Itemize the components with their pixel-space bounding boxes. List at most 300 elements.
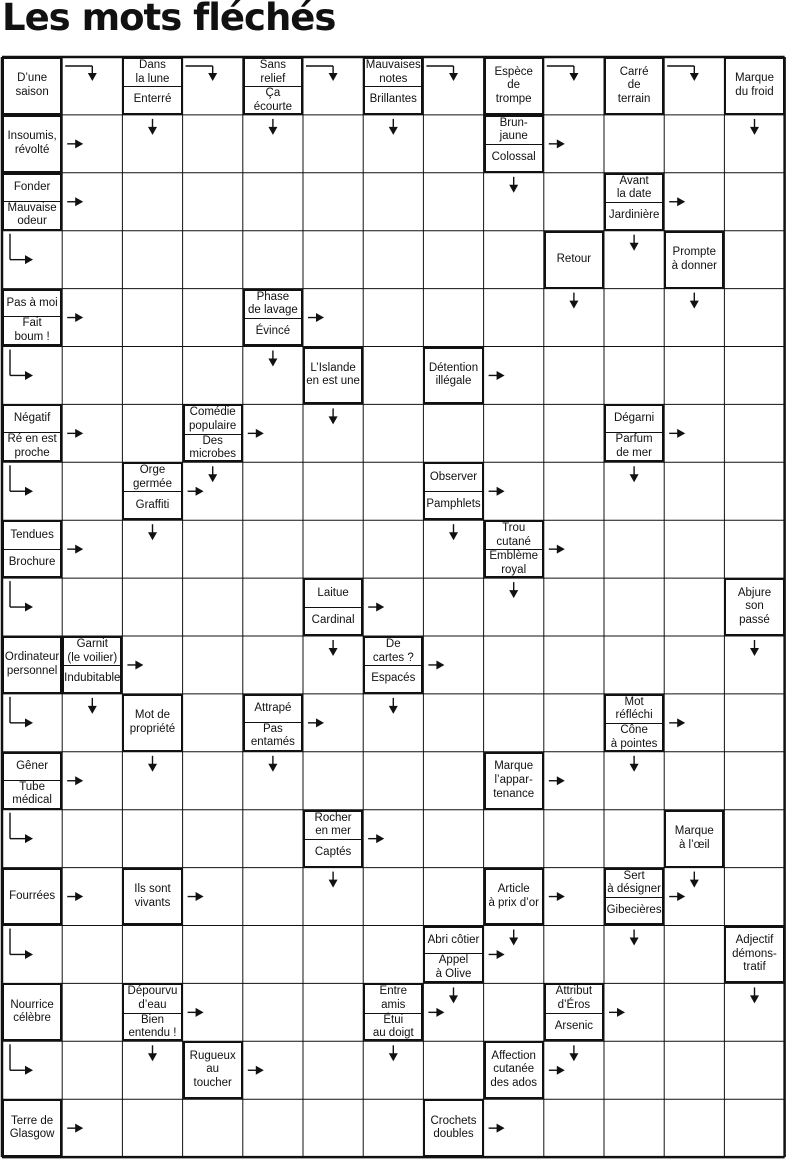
answer-cell[interactable] bbox=[724, 347, 784, 405]
answer-cell[interactable] bbox=[664, 1041, 724, 1099]
answer-cell[interactable] bbox=[724, 462, 784, 520]
answer-cell[interactable] bbox=[544, 347, 604, 405]
answer-cell[interactable] bbox=[122, 578, 182, 636]
answer-cell[interactable] bbox=[303, 926, 363, 984]
answer-cell[interactable] bbox=[183, 462, 243, 520]
answer-cell[interactable] bbox=[62, 578, 122, 636]
answer-cell[interactable] bbox=[423, 868, 483, 926]
answer-cell[interactable] bbox=[363, 1099, 423, 1157]
clue-cell bbox=[2, 636, 62, 694]
answer-cell[interactable] bbox=[62, 926, 122, 984]
clue-text: Entre amis bbox=[379, 985, 408, 1011]
clue-cell bbox=[423, 347, 483, 405]
answer-cell[interactable] bbox=[664, 752, 724, 810]
clue-cell bbox=[2, 115, 62, 173]
clue-text: L’Islande en est une bbox=[306, 361, 360, 388]
answer-cell[interactable] bbox=[544, 636, 604, 694]
answer-cell[interactable] bbox=[183, 347, 243, 405]
answer-cell[interactable] bbox=[2, 810, 62, 868]
clue-text: Article à prix d’or bbox=[488, 882, 539, 909]
clue-cell bbox=[2, 57, 62, 115]
answer-cell[interactable] bbox=[423, 636, 483, 694]
answer-cell[interactable] bbox=[62, 810, 122, 868]
answer-cell[interactable] bbox=[664, 868, 724, 926]
answer-cell[interactable] bbox=[122, 752, 182, 810]
answer-cell[interactable] bbox=[544, 1099, 604, 1157]
clue-cell bbox=[303, 347, 363, 405]
answer-cell[interactable] bbox=[122, 1099, 182, 1157]
clue-cell bbox=[484, 520, 544, 578]
answer-cell[interactable] bbox=[664, 983, 724, 1041]
answer-cell[interactable] bbox=[122, 926, 182, 984]
answer-cell[interactable] bbox=[363, 347, 423, 405]
answer-cell[interactable] bbox=[484, 347, 544, 405]
clue-cell bbox=[2, 404, 62, 462]
clue-cell bbox=[724, 578, 784, 636]
answer-cell[interactable] bbox=[604, 810, 664, 868]
answer-cell[interactable] bbox=[423, 983, 483, 1041]
answer-cell[interactable] bbox=[423, 57, 483, 115]
clue-text: Abjure son passé bbox=[737, 586, 772, 626]
clue-text: Colossal bbox=[486, 144, 542, 171]
answer-cell[interactable] bbox=[363, 404, 423, 462]
clue-text: Mauvaise odeur bbox=[4, 201, 60, 229]
answer-cell[interactable] bbox=[664, 1099, 724, 1157]
clue-text: Appel à Olive bbox=[425, 953, 481, 981]
answer-cell[interactable] bbox=[544, 173, 604, 231]
answer-cell[interactable] bbox=[604, 983, 664, 1041]
answer-cell[interactable] bbox=[2, 462, 62, 520]
answer-cell[interactable] bbox=[303, 404, 363, 462]
answer-cell[interactable] bbox=[183, 983, 243, 1041]
answer-cell[interactable] bbox=[303, 868, 363, 926]
answer-cell[interactable] bbox=[303, 636, 363, 694]
clue-cell bbox=[724, 926, 784, 984]
answer-cell[interactable] bbox=[724, 115, 784, 173]
clue-cell bbox=[2, 752, 62, 810]
clue-cell bbox=[2, 1099, 62, 1157]
answer-cell[interactable] bbox=[243, 231, 303, 289]
answer-cell[interactable] bbox=[724, 868, 784, 926]
clue-text: Mot réfléchi bbox=[615, 695, 653, 722]
answer-cell[interactable] bbox=[484, 926, 544, 984]
answer-cell[interactable] bbox=[243, 115, 303, 173]
answer-cell[interactable] bbox=[183, 810, 243, 868]
answer-cell[interactable] bbox=[303, 57, 363, 115]
page-title: Les mots fléchés bbox=[2, 0, 336, 39]
answer-cell[interactable] bbox=[664, 347, 724, 405]
answer-cell[interactable] bbox=[484, 694, 544, 752]
clue-text: Captés bbox=[305, 839, 361, 866]
answer-cell[interactable] bbox=[484, 1099, 544, 1157]
answer-cell[interactable] bbox=[423, 231, 483, 289]
answer-cell[interactable] bbox=[363, 694, 423, 752]
answer-cell[interactable] bbox=[183, 694, 243, 752]
answer-cell[interactable] bbox=[604, 231, 664, 289]
answer-cell[interactable] bbox=[484, 636, 544, 694]
clue-text: Mot de propriété bbox=[129, 709, 176, 735]
answer-cell[interactable] bbox=[604, 115, 664, 173]
answer-cell[interactable] bbox=[423, 289, 483, 347]
answer-cell[interactable] bbox=[243, 347, 303, 405]
answer-cell[interactable] bbox=[122, 347, 182, 405]
clue-text: D’une saison bbox=[15, 72, 49, 98]
answer-cell[interactable] bbox=[363, 173, 423, 231]
answer-cell[interactable] bbox=[724, 810, 784, 868]
answer-cell[interactable] bbox=[664, 462, 724, 520]
clue-text: Attrapé bbox=[254, 701, 292, 714]
answer-cell[interactable] bbox=[604, 752, 664, 810]
clue-cell bbox=[484, 115, 544, 173]
clue-cell bbox=[423, 462, 483, 520]
clue-text: Nourrice célèbre bbox=[10, 998, 54, 1025]
answer-cell[interactable] bbox=[423, 404, 483, 462]
answer-cell[interactable] bbox=[183, 578, 243, 636]
clue-text: Ordinateur personnel bbox=[4, 651, 60, 677]
answer-cell[interactable] bbox=[122, 520, 182, 578]
clue-text: Parfum de mer bbox=[606, 432, 662, 460]
clue-cell bbox=[604, 404, 664, 462]
clue-cell bbox=[243, 57, 303, 115]
answer-cell[interactable] bbox=[2, 926, 62, 984]
clue-text: Tendues bbox=[10, 528, 54, 541]
answer-cell[interactable] bbox=[62, 462, 122, 520]
answer-cell[interactable] bbox=[664, 115, 724, 173]
clue-cell bbox=[243, 694, 303, 752]
answer-cell[interactable] bbox=[604, 462, 664, 520]
clue-cell bbox=[724, 57, 784, 115]
clue-text: Carré de terrain bbox=[617, 65, 651, 105]
answer-cell[interactable] bbox=[484, 983, 544, 1041]
clue-text: Ré en est proche bbox=[4, 432, 60, 460]
answer-cell[interactable] bbox=[183, 926, 243, 984]
answer-cell[interactable] bbox=[62, 1041, 122, 1099]
clue-text: De cartes ? bbox=[372, 638, 414, 664]
answer-cell[interactable] bbox=[183, 115, 243, 173]
answer-cell[interactable] bbox=[724, 231, 784, 289]
answer-cell[interactable] bbox=[363, 752, 423, 810]
answer-cell[interactable] bbox=[303, 520, 363, 578]
answer-cell[interactable] bbox=[544, 810, 604, 868]
answer-cell[interactable] bbox=[2, 347, 62, 405]
clue-text: Crochets doubles bbox=[430, 1114, 477, 1141]
answer-cell[interactable] bbox=[724, 694, 784, 752]
answer-cell[interactable] bbox=[544, 404, 604, 462]
answer-cell[interactable] bbox=[303, 983, 363, 1041]
answer-cell[interactable] bbox=[664, 173, 724, 231]
answer-cell[interactable] bbox=[122, 810, 182, 868]
clue-cell bbox=[122, 694, 182, 752]
answer-cell[interactable] bbox=[724, 520, 784, 578]
answer-cell[interactable] bbox=[243, 520, 303, 578]
answer-cell[interactable] bbox=[243, 752, 303, 810]
answer-cell[interactable] bbox=[484, 810, 544, 868]
answer-cell[interactable] bbox=[423, 752, 483, 810]
answer-cell[interactable] bbox=[544, 462, 604, 520]
answer-cell[interactable] bbox=[484, 404, 544, 462]
clue-text: Gibecières bbox=[606, 897, 662, 924]
answer-cell[interactable] bbox=[303, 694, 363, 752]
answer-cell[interactable] bbox=[363, 926, 423, 984]
answer-cell[interactable] bbox=[2, 578, 62, 636]
clue-text: Rocher en mer bbox=[314, 811, 352, 838]
answer-cell[interactable] bbox=[664, 289, 724, 347]
answer-cell[interactable] bbox=[604, 347, 664, 405]
answer-cell[interactable] bbox=[62, 1099, 122, 1157]
clue-text: Graffiti bbox=[124, 491, 180, 518]
clue-text: Terre de Glasgow bbox=[9, 1114, 55, 1141]
clue-text: Prompte à donner bbox=[671, 246, 717, 272]
answer-cell[interactable] bbox=[604, 1041, 664, 1099]
answer-cell[interactable] bbox=[183, 231, 243, 289]
answer-cell[interactable] bbox=[724, 1041, 784, 1099]
answer-cell[interactable] bbox=[243, 1041, 303, 1099]
clue-text: Observer bbox=[429, 470, 478, 483]
answer-cell[interactable] bbox=[544, 115, 604, 173]
clue-cell bbox=[2, 173, 62, 231]
answer-cell[interactable] bbox=[303, 1041, 363, 1099]
answer-cell[interactable] bbox=[544, 57, 604, 115]
answer-cell[interactable] bbox=[62, 115, 122, 173]
clue-cell bbox=[423, 926, 483, 984]
answer-cell[interactable] bbox=[544, 752, 604, 810]
answer-cell[interactable] bbox=[664, 57, 724, 115]
clue-text: Marque l’appar- tenance bbox=[493, 760, 535, 800]
answer-cell[interactable] bbox=[604, 926, 664, 984]
answer-cell[interactable] bbox=[62, 289, 122, 347]
clue-text: Abri côtier bbox=[427, 933, 480, 946]
clue-cell bbox=[2, 289, 62, 347]
answer-cell[interactable] bbox=[2, 231, 62, 289]
answer-cell[interactable] bbox=[363, 810, 423, 868]
answer-cell[interactable] bbox=[664, 694, 724, 752]
answer-cell[interactable] bbox=[183, 868, 243, 926]
answer-cell[interactable] bbox=[724, 404, 784, 462]
answer-cell[interactable] bbox=[2, 694, 62, 752]
answer-cell[interactable] bbox=[423, 578, 483, 636]
clue-cell bbox=[122, 462, 182, 520]
answer-cell[interactable] bbox=[303, 231, 363, 289]
clue-text: Dans la lune bbox=[135, 59, 170, 85]
clue-text: Rugueux au toucher bbox=[189, 1049, 236, 1090]
answer-cell[interactable] bbox=[363, 231, 423, 289]
answer-cell[interactable] bbox=[243, 578, 303, 636]
clue-cell bbox=[183, 404, 243, 462]
answer-cell[interactable] bbox=[122, 231, 182, 289]
answer-cell[interactable] bbox=[724, 752, 784, 810]
answer-cell[interactable] bbox=[303, 115, 363, 173]
answer-cell[interactable] bbox=[62, 868, 122, 926]
clue-cell bbox=[484, 57, 544, 115]
clue-text: Des microbes bbox=[185, 434, 241, 462]
clue-cell bbox=[303, 578, 363, 636]
answer-cell[interactable] bbox=[363, 1041, 423, 1099]
clue-text: Cardinal bbox=[305, 607, 361, 634]
answer-cell[interactable] bbox=[724, 289, 784, 347]
answer-cell[interactable] bbox=[243, 810, 303, 868]
answer-cell[interactable] bbox=[544, 578, 604, 636]
clue-text: Évincé bbox=[245, 318, 301, 345]
clue-text: Marque du froid bbox=[734, 72, 774, 98]
answer-cell[interactable] bbox=[363, 462, 423, 520]
clue-text: Adjectif démons- tratif bbox=[732, 934, 777, 974]
clue-text: Pamphlets bbox=[425, 491, 481, 518]
clue-text: Mauvaises notes bbox=[365, 59, 421, 85]
answer-cell[interactable] bbox=[62, 752, 122, 810]
clue-cell bbox=[484, 868, 544, 926]
clue-text: Dégarni bbox=[613, 412, 655, 425]
clue-text: Fourrées bbox=[9, 889, 56, 902]
clue-text: Affection cutanée des ados bbox=[490, 1049, 538, 1090]
answer-cell[interactable] bbox=[604, 520, 664, 578]
clue-text: Bien entendu ! bbox=[124, 1013, 180, 1041]
clue-text: Orge germée bbox=[132, 464, 172, 490]
answer-cell[interactable] bbox=[303, 752, 363, 810]
clue-text: Brochure bbox=[4, 549, 60, 576]
answer-cell[interactable] bbox=[62, 57, 122, 115]
clue-text: Sans relief bbox=[259, 59, 286, 85]
answer-cell[interactable] bbox=[243, 1099, 303, 1157]
answer-cell[interactable] bbox=[484, 173, 544, 231]
answer-cell[interactable] bbox=[423, 810, 483, 868]
answer-cell[interactable] bbox=[243, 983, 303, 1041]
clue-cell bbox=[363, 983, 423, 1041]
answer-cell[interactable] bbox=[243, 636, 303, 694]
answer-cell[interactable] bbox=[664, 520, 724, 578]
answer-cell[interactable] bbox=[122, 173, 182, 231]
answer-cell[interactable] bbox=[363, 520, 423, 578]
answer-cell[interactable] bbox=[363, 289, 423, 347]
clue-text: Ça écourte bbox=[245, 86, 301, 114]
answer-cell[interactable] bbox=[484, 231, 544, 289]
answer-cell[interactable] bbox=[544, 926, 604, 984]
answer-cell[interactable] bbox=[484, 289, 544, 347]
answer-cell[interactable] bbox=[544, 520, 604, 578]
answer-cell[interactable] bbox=[544, 289, 604, 347]
answer-cell[interactable] bbox=[724, 173, 784, 231]
clue-text: Étui au doigt bbox=[365, 1013, 421, 1041]
clue-cell bbox=[363, 636, 423, 694]
answer-cell[interactable] bbox=[423, 173, 483, 231]
answer-cell[interactable] bbox=[544, 1041, 604, 1099]
answer-cell[interactable] bbox=[183, 752, 243, 810]
answer-cell[interactable] bbox=[122, 115, 182, 173]
clue-text: Cône à pointes bbox=[606, 723, 662, 751]
clue-cell bbox=[122, 983, 182, 1041]
clue-cell bbox=[183, 1041, 243, 1099]
answer-cell[interactable] bbox=[243, 173, 303, 231]
clue-cell bbox=[484, 1041, 544, 1099]
answer-cell[interactable] bbox=[544, 694, 604, 752]
clue-text: Pas à moi bbox=[6, 296, 58, 309]
answer-cell[interactable] bbox=[604, 289, 664, 347]
clue-text: Gêner bbox=[16, 759, 49, 772]
clue-text: Trou cutané bbox=[496, 522, 531, 548]
clue-cell bbox=[604, 173, 664, 231]
clue-text: Retour bbox=[556, 252, 592, 265]
clue-cell bbox=[2, 983, 62, 1041]
clue-cell bbox=[303, 810, 363, 868]
answer-cell[interactable] bbox=[363, 115, 423, 173]
clue-text: Négatif bbox=[13, 412, 51, 425]
answer-cell[interactable] bbox=[243, 926, 303, 984]
answer-cell[interactable] bbox=[664, 404, 724, 462]
answer-cell[interactable] bbox=[664, 926, 724, 984]
clue-text: Insoumis, révolté bbox=[7, 130, 57, 156]
answer-cell[interactable] bbox=[62, 694, 122, 752]
answer-cell[interactable] bbox=[423, 1041, 483, 1099]
clue-cell bbox=[664, 810, 724, 868]
answer-cell[interactable] bbox=[303, 1099, 363, 1157]
clue-text: Sert à désigner bbox=[607, 869, 661, 896]
answer-cell[interactable] bbox=[303, 462, 363, 520]
answer-cell[interactable] bbox=[62, 520, 122, 578]
answer-cell[interactable] bbox=[724, 983, 784, 1041]
answer-cell[interactable] bbox=[62, 983, 122, 1041]
answer-cell[interactable] bbox=[183, 520, 243, 578]
answer-cell[interactable] bbox=[544, 868, 604, 926]
answer-cell[interactable] bbox=[62, 347, 122, 405]
clue-text: Avant la date bbox=[616, 174, 652, 201]
answer-cell[interactable] bbox=[484, 462, 544, 520]
answer-cell[interactable] bbox=[604, 1099, 664, 1157]
answer-cell[interactable] bbox=[423, 520, 483, 578]
clue-cell bbox=[664, 231, 724, 289]
clue-cell bbox=[62, 636, 122, 694]
clue-text: Pas entamés bbox=[245, 722, 301, 750]
answer-cell[interactable] bbox=[183, 1099, 243, 1157]
answer-cell[interactable] bbox=[62, 173, 122, 231]
answer-cell[interactable] bbox=[183, 289, 243, 347]
clue-text: Garnit (le voilier) bbox=[67, 638, 118, 664]
answer-cell[interactable] bbox=[2, 1041, 62, 1099]
answer-cell[interactable] bbox=[724, 1099, 784, 1157]
clue-text: Tube médical bbox=[4, 780, 60, 808]
answer-cell[interactable] bbox=[243, 868, 303, 926]
answer-cell[interactable] bbox=[303, 289, 363, 347]
answer-cell[interactable] bbox=[243, 404, 303, 462]
answer-cell[interactable] bbox=[664, 636, 724, 694]
answer-cell[interactable] bbox=[664, 578, 724, 636]
clue-cell bbox=[604, 868, 664, 926]
clue-cell bbox=[122, 57, 182, 115]
answer-cell[interactable] bbox=[122, 289, 182, 347]
answer-cell[interactable] bbox=[122, 636, 182, 694]
answer-cell[interactable] bbox=[243, 462, 303, 520]
answer-cell[interactable] bbox=[423, 115, 483, 173]
answer-cell[interactable] bbox=[363, 578, 423, 636]
clue-cell bbox=[604, 57, 664, 115]
answer-cell[interactable] bbox=[604, 636, 664, 694]
answer-cell[interactable] bbox=[183, 173, 243, 231]
answer-cell[interactable] bbox=[604, 578, 664, 636]
answer-cell[interactable] bbox=[363, 868, 423, 926]
answer-cell[interactable] bbox=[62, 404, 122, 462]
clue-cell bbox=[122, 868, 182, 926]
answer-cell[interactable] bbox=[122, 1041, 182, 1099]
answer-cell[interactable] bbox=[724, 636, 784, 694]
clue-text: Dépourvu d’eau bbox=[127, 985, 178, 1011]
answer-cell[interactable] bbox=[62, 231, 122, 289]
clue-cell bbox=[544, 983, 604, 1041]
answer-cell[interactable] bbox=[122, 404, 182, 462]
answer-cell[interactable] bbox=[183, 636, 243, 694]
answer-cell[interactable] bbox=[183, 57, 243, 115]
clue-text: Laitue bbox=[317, 586, 349, 599]
answer-cell[interactable] bbox=[423, 694, 483, 752]
answer-cell[interactable] bbox=[484, 578, 544, 636]
answer-cell[interactable] bbox=[303, 173, 363, 231]
